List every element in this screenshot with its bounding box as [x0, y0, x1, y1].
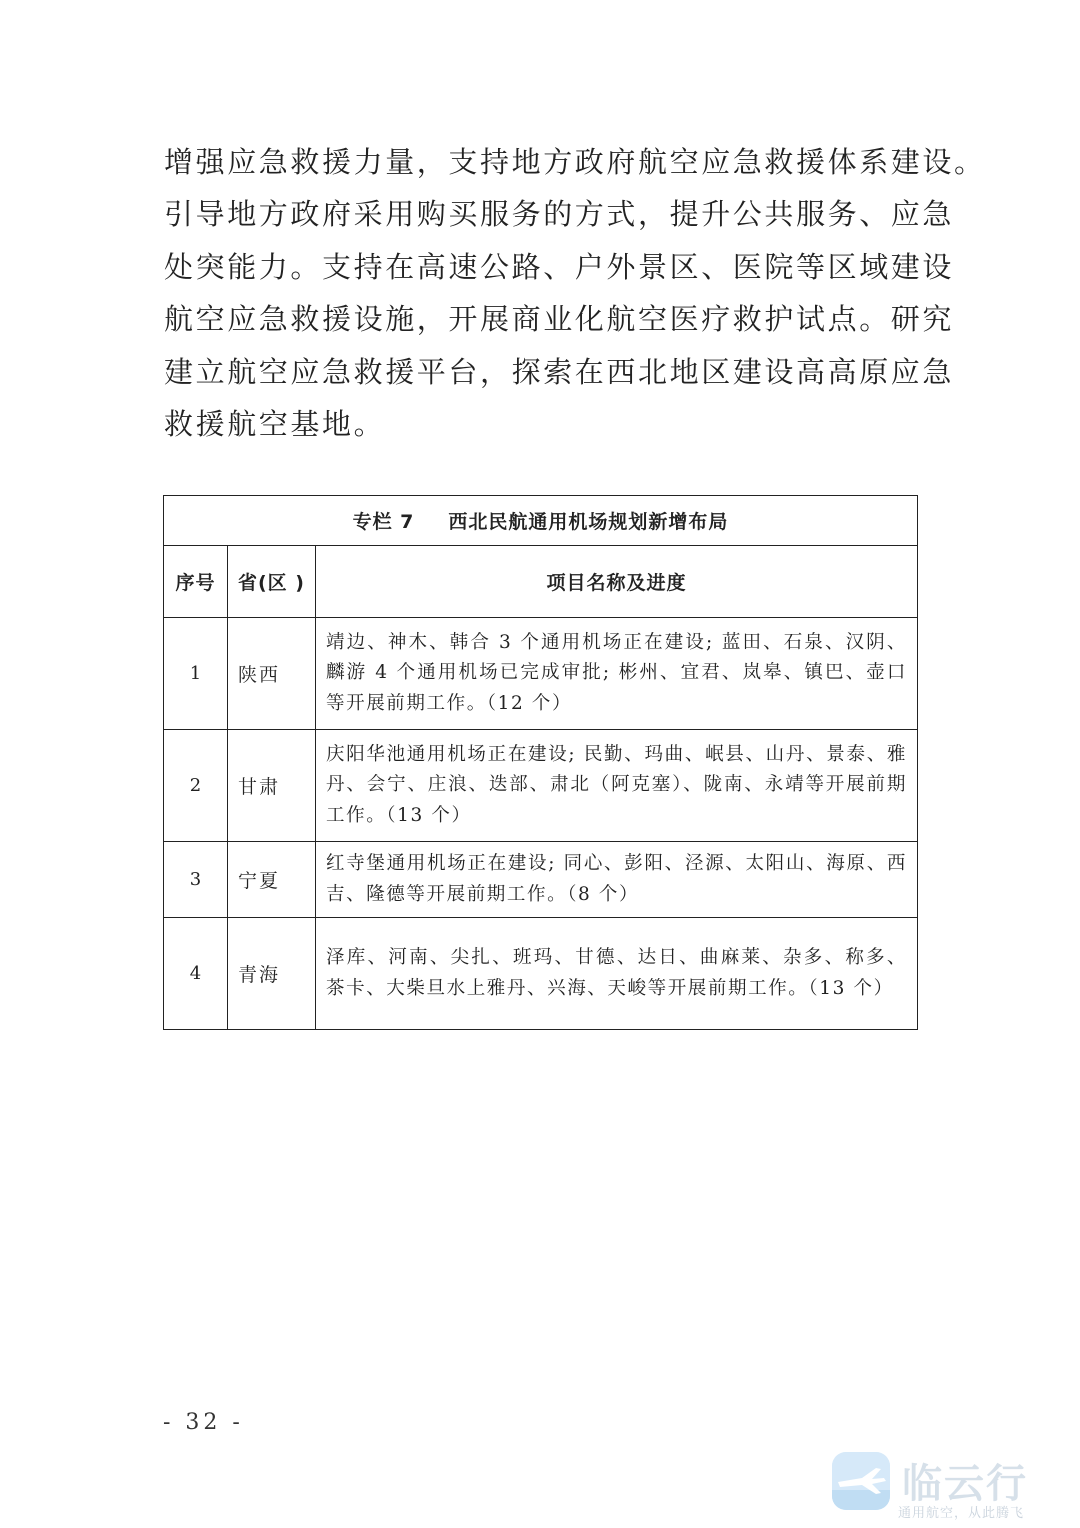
column-box-table [163, 495, 918, 1030]
row-no: 2 [164, 730, 228, 842]
table-row [164, 842, 918, 918]
paragraph-line: 航空应急救援设施，开展商业化航空医疗救护试点。研究 [164, 302, 955, 337]
row-project: 泽库、河南、尖扎、班玛、甘德、达日、曲麻莱、杂多、称多、茶卡、大柴旦水上雅丹、兴海、天峻等开展前期工作。（13 个） [316, 918, 918, 1030]
row-province: 宁夏 [228, 842, 316, 918]
table-row [164, 918, 918, 1030]
row-no: 4 [164, 918, 228, 1030]
table-row [164, 730, 918, 842]
row-project: 庆阳华池通用机场正在建设; 民勤、玛曲、岷县、山丹、景泰、雅丹、会宁、庄浪、迭部、肃北（阿克塞）、陇南、永靖等开展前期工作。（13 个） [316, 730, 918, 842]
paragraph-line: 引导地方政府采用购买服务的方式，提升公共服务、应急 [164, 197, 955, 232]
box-title-number: 专栏 7 [352, 511, 415, 533]
row-no: 3 [164, 842, 228, 918]
watermark-slogan: 通用航空，从此腾飞 [898, 1506, 1025, 1521]
header-province: 省(区 ) [228, 546, 316, 618]
row-province: 陕西 [228, 618, 316, 730]
paragraph-line: 处突能力。支持在高速公路、户外景区、医院等区域建设 [164, 249, 955, 284]
airplane-logo-icon [832, 1452, 890, 1510]
row-no: 1 [164, 618, 228, 730]
table-row [164, 618, 918, 730]
paragraph-line: 救援航空基地。 [164, 407, 386, 442]
row-project: 红寺堡通用机场正在建设; 同心、彭阳、泾源、太阳山、海原、西吉、隆德等开展前期工作。（8 个） [316, 842, 918, 918]
box-title [164, 496, 918, 546]
row-province: 甘肃 [228, 730, 316, 842]
row-project: 靖边、神木、韩合 3 个通用机场正在建设; 蓝田、石泉、汉阴、麟游 4 个通用机场已完成审批; 彬州、宜君、岚皋、镇巴、壶口等开展前期工作。（12 个） [316, 618, 918, 730]
header-no: 序号 [164, 546, 228, 618]
box-title-text: 西北民航通用机场规划新增布局 [448, 511, 729, 533]
body-paragraph [164, 136, 986, 450]
watermark [832, 1452, 1052, 1522]
paragraph-line: 增强应急救援力量，支持地方政府航空应急救援体系建设。 [164, 145, 986, 179]
paragraph-line: 建立航空应急救援平台，探索在西北地区建设高高原应急 [164, 354, 955, 389]
table-header-row [164, 546, 918, 618]
header-project: 项目名称及进度 [316, 546, 918, 618]
page-number: - 32 - [163, 1410, 244, 1435]
watermark-brand: 临云行 [902, 1461, 1028, 1507]
row-province: 青海 [228, 918, 316, 1030]
